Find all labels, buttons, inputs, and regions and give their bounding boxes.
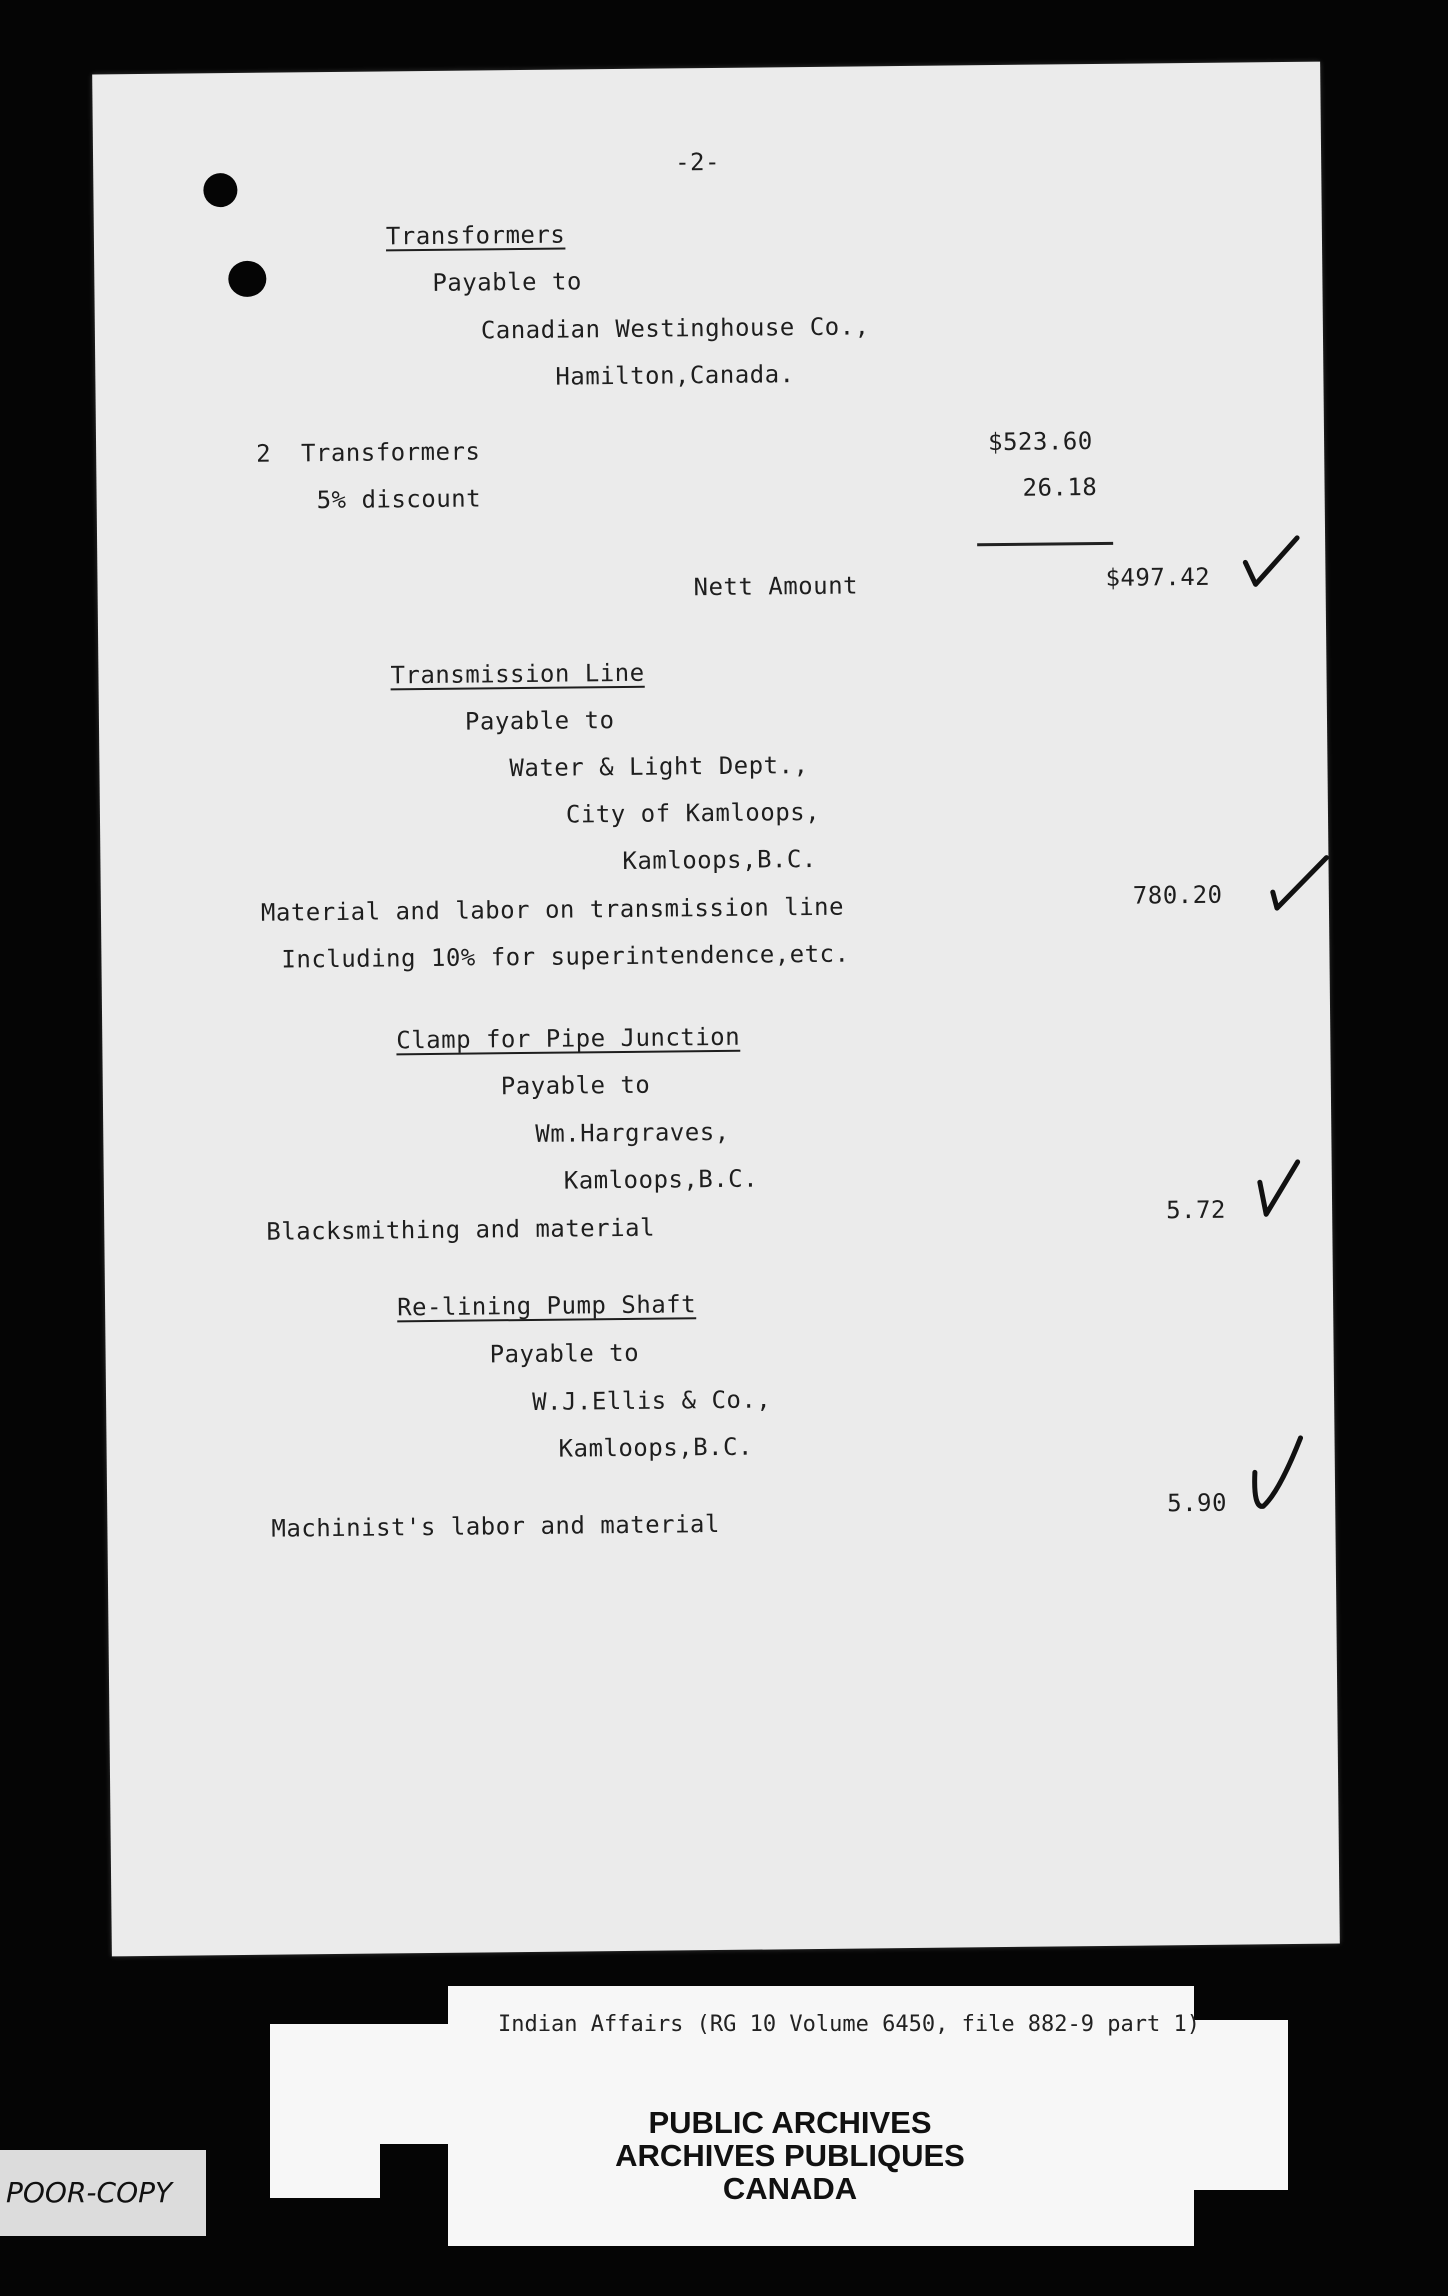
archive-reference: Indian Affairs (RG 10 Volume 6450, file 882-9 part 1) <box>498 2012 1200 2037</box>
line-item: Blacksmithing and material <box>266 1213 656 1246</box>
section-heading: Transmission Line <box>390 658 645 690</box>
archive-stamp-card <box>270 2138 380 2198</box>
line-item: 2 Transformers <box>256 437 481 468</box>
line-amount: 5.90 <box>1167 1488 1228 1518</box>
poor-copy-note: POOR-COPY <box>0 2150 206 2236</box>
sum-rule <box>977 542 1113 546</box>
payee-line: Kamloops,B.C. <box>558 1432 754 1463</box>
total-amount: $497.42 <box>1105 562 1211 592</box>
stamp-line: ARCHIVES PUBLIQUES <box>615 2138 965 2173</box>
line-amount: 780.20 <box>1132 880 1223 910</box>
check-mark-icon <box>1241 532 1302 593</box>
stamp-line: PUBLIC ARCHIVES <box>648 2105 932 2140</box>
section-heading: Clamp for Pipe Junction <box>396 1022 741 1055</box>
line-item: Machinist's labor and material <box>271 1509 721 1543</box>
check-mark-icon <box>1248 1432 1307 1513</box>
payee-line: W.J.Ellis & Co., <box>531 1385 772 1416</box>
line-amount: 26.18 <box>1022 472 1098 502</box>
check-mark-icon <box>1266 852 1331 913</box>
section-heading: Transformers <box>385 220 566 251</box>
check-mark-icon <box>1254 1158 1305 1219</box>
punch-hole <box>228 261 266 297</box>
payee-line: Hamilton,Canada. <box>555 360 795 391</box>
section-heading: Re-lining Pump Shaft <box>396 1290 697 1322</box>
payee-line: Wm.Hargraves, <box>535 1117 730 1148</box>
payee-line: Water & Light Dept., <box>509 751 809 783</box>
total-label: Nett Amount <box>693 571 859 602</box>
punch-hole <box>203 173 237 207</box>
line-item: Material and labor on transmission line <box>260 892 845 927</box>
payable-to: Payable to <box>500 1070 651 1101</box>
payable-to: Payable to <box>464 706 615 736</box>
payee-line: Canadian Westinghouse Co., <box>480 312 870 345</box>
archive-stamp-card <box>1190 2020 1288 2190</box>
line-amount: $523.60 <box>987 427 1093 457</box>
payable-to: Payable to <box>489 1338 640 1369</box>
archive-stamp <box>560 2106 1020 2205</box>
payee-line: Kamloops,B.C. <box>622 844 817 875</box>
payee-line: City of Kamloops, <box>565 797 821 829</box>
line-amount: 5.72 <box>1165 1195 1227 1225</box>
page-number: -2- <box>674 147 721 177</box>
line-item: 5% discount <box>316 484 482 515</box>
line-item: Including 10% for superintendence,etc. <box>281 939 850 974</box>
document-page <box>92 62 1340 1957</box>
stamp-line: CANADA <box>722 2171 858 2206</box>
payee-line: Kamloops,B.C. <box>563 1164 759 1195</box>
payable-to: Payable to <box>432 267 583 297</box>
